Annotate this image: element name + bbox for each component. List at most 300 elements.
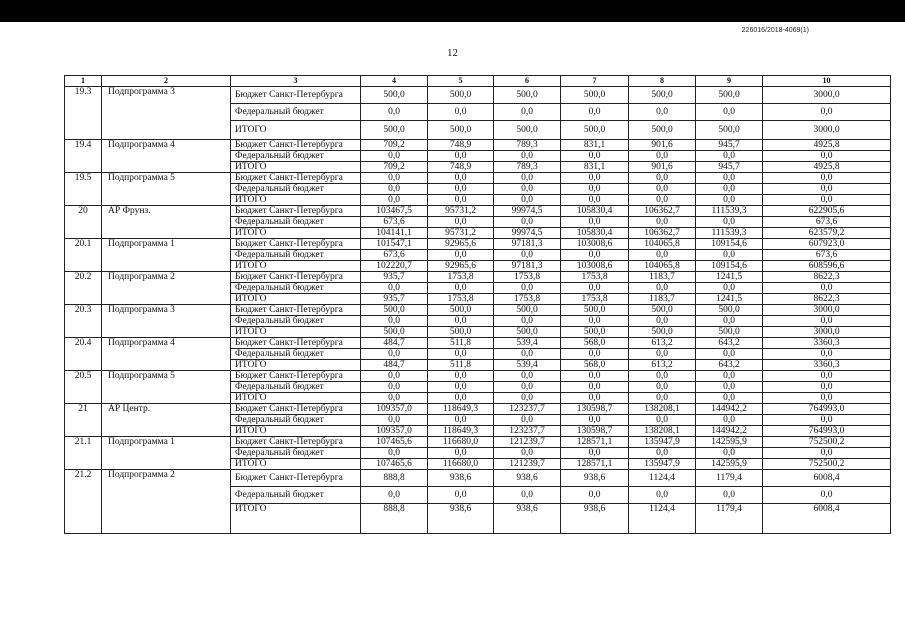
value-cell: 0,0 (428, 217, 494, 228)
value-cell: 0,0 (763, 316, 891, 327)
value-cell: 138208,1 (629, 426, 696, 437)
value-cell: 0,0 (428, 393, 494, 404)
value-cell: 0,0 (361, 371, 428, 382)
value-cell: 0,0 (696, 184, 763, 195)
value-cell: 831,1 (561, 140, 629, 151)
value-cell: 748,9 (428, 140, 494, 151)
value-cell: 1241,5 (696, 272, 763, 283)
row-code: 21.2 (65, 470, 102, 534)
value-cell: 99974,5 (494, 228, 561, 239)
table-row (65, 87, 891, 104)
table-row (65, 305, 891, 316)
value-cell: 0,0 (494, 250, 561, 261)
funding-source: ИТОГО (231, 504, 361, 534)
value-cell: 116680,0 (428, 459, 494, 470)
value-cell: 97181,3 (494, 261, 561, 272)
value-cell: 764993,0 (763, 404, 891, 415)
value-cell: 107465,6 (361, 459, 428, 470)
table-row (65, 206, 891, 217)
value-cell: 511,8 (428, 360, 494, 371)
funding-source: ИТОГО (231, 294, 361, 305)
value-cell: 0,0 (561, 393, 629, 404)
value-cell: 539,4 (494, 360, 561, 371)
value-cell: 0,0 (361, 349, 428, 360)
value-cell: 0,0 (629, 487, 696, 504)
row-name: Подпрограмма 2 (102, 272, 231, 305)
value-cell: 0,0 (494, 487, 561, 504)
value-cell: 0,0 (361, 415, 428, 426)
value-cell: 0,0 (561, 371, 629, 382)
column-header: 9 (696, 76, 763, 87)
row-code: 19.5 (65, 173, 102, 206)
value-cell: 0,0 (494, 448, 561, 459)
funding-source: Федеральный бюджет (231, 349, 361, 360)
value-cell: 0,0 (696, 250, 763, 261)
value-cell: 0,0 (361, 283, 428, 294)
value-cell: 0,0 (696, 283, 763, 294)
value-cell: 0,0 (561, 316, 629, 327)
value-cell: 938,6 (428, 504, 494, 534)
table-row (65, 338, 891, 349)
value-cell: 1753,8 (494, 294, 561, 305)
value-cell: 500,0 (629, 121, 696, 140)
value-cell: 608596,6 (763, 261, 891, 272)
value-cell: 111539,3 (696, 206, 763, 217)
value-cell: 104065,8 (629, 261, 696, 272)
funding-source: ИТОГО (231, 228, 361, 239)
value-cell: 500,0 (361, 121, 428, 140)
value-cell: 0,0 (428, 448, 494, 459)
funding-source: Бюджет Санкт-Петербурга (231, 173, 361, 184)
value-cell: 938,6 (561, 470, 629, 487)
value-cell: 8622,3 (763, 272, 891, 283)
value-cell: 888,8 (361, 504, 428, 534)
value-cell: 106362,7 (629, 206, 696, 217)
value-cell: 123237,7 (494, 426, 561, 437)
value-cell: 484,7 (361, 338, 428, 349)
value-cell: 0,0 (361, 104, 428, 121)
value-cell: 3000,0 (763, 87, 891, 104)
table-row (65, 437, 891, 448)
value-cell: 0,0 (763, 283, 891, 294)
value-cell: 102220,7 (361, 261, 428, 272)
value-cell: 568,0 (561, 338, 629, 349)
value-cell: 0,0 (763, 448, 891, 459)
value-cell: 95731,2 (428, 228, 494, 239)
value-cell: 938,6 (561, 504, 629, 534)
value-cell: 0,0 (494, 217, 561, 228)
value-cell: 0,0 (428, 415, 494, 426)
row-name: Подпрограмма 5 (102, 371, 231, 404)
table-row (65, 239, 891, 250)
funding-source: Бюджет Санкт-Петербурга (231, 206, 361, 217)
value-cell: 0,0 (696, 316, 763, 327)
value-cell: 103008,6 (561, 261, 629, 272)
value-cell: 0,0 (428, 173, 494, 184)
value-cell: 0,0 (428, 250, 494, 261)
value-cell: 901,6 (629, 162, 696, 173)
value-cell: 0,0 (629, 283, 696, 294)
value-cell: 0,0 (494, 415, 561, 426)
value-cell: 500,0 (428, 327, 494, 338)
funding-source: Бюджет Санкт-Петербурга (231, 140, 361, 151)
value-cell: 107465,6 (361, 437, 428, 448)
value-cell: 0,0 (763, 382, 891, 393)
funding-source: ИТОГО (231, 459, 361, 470)
value-cell: 0,0 (696, 448, 763, 459)
value-cell: 613,2 (629, 360, 696, 371)
funding-source: Бюджет Санкт-Петербурга (231, 437, 361, 448)
value-cell: 0,0 (428, 349, 494, 360)
value-cell: 622905,6 (763, 206, 891, 217)
value-cell: 0,0 (494, 104, 561, 121)
value-cell: 0,0 (494, 393, 561, 404)
column-header: 3 (231, 76, 361, 87)
value-cell: 109154,6 (696, 261, 763, 272)
value-cell: 1124,4 (629, 504, 696, 534)
column-header: 4 (361, 76, 428, 87)
value-cell: 500,0 (561, 121, 629, 140)
value-cell: 0,0 (763, 104, 891, 121)
value-cell: 135947,9 (629, 437, 696, 448)
value-cell: 0,0 (696, 217, 763, 228)
value-cell: 938,6 (494, 470, 561, 487)
value-cell: 116680,0 (428, 437, 494, 448)
funding-source: Федеральный бюджет (231, 283, 361, 294)
value-cell: 0,0 (494, 371, 561, 382)
value-cell: 142595,9 (696, 437, 763, 448)
value-cell: 613,2 (629, 338, 696, 349)
value-cell: 500,0 (561, 305, 629, 316)
value-cell: 121239,7 (494, 437, 561, 448)
value-cell: 6008,4 (763, 504, 891, 534)
value-cell: 0,0 (763, 173, 891, 184)
row-code: 20.5 (65, 371, 102, 404)
value-cell: 92965,6 (428, 239, 494, 250)
value-cell: 500,0 (428, 305, 494, 316)
value-cell: 1753,8 (561, 272, 629, 283)
value-cell: 938,6 (494, 504, 561, 534)
value-cell: 0,0 (629, 393, 696, 404)
value-cell: 0,0 (696, 195, 763, 206)
column-header: 10 (763, 76, 891, 87)
value-cell: 1179,4 (696, 470, 763, 487)
column-header: 8 (629, 76, 696, 87)
value-cell: 484,7 (361, 360, 428, 371)
value-cell: 0,0 (361, 184, 428, 195)
funding-source: Федеральный бюджет (231, 316, 361, 327)
value-cell: 0,0 (561, 250, 629, 261)
value-cell: 0,0 (494, 382, 561, 393)
value-cell: 0,0 (561, 487, 629, 504)
value-cell: 0,0 (428, 184, 494, 195)
value-cell: 0,0 (763, 393, 891, 404)
row-name: Подпрограмма 4 (102, 338, 231, 371)
funding-source: Федеральный бюджет (231, 104, 361, 121)
value-cell: 0,0 (696, 151, 763, 162)
value-cell: 0,0 (494, 184, 561, 195)
value-cell: 764993,0 (763, 426, 891, 437)
value-cell: 104141,1 (361, 228, 428, 239)
value-cell: 0,0 (629, 173, 696, 184)
value-cell: 500,0 (494, 87, 561, 104)
value-cell: 0,0 (428, 104, 494, 121)
value-cell: 104065,8 (629, 239, 696, 250)
value-cell: 128571,1 (561, 437, 629, 448)
value-cell: 0,0 (494, 173, 561, 184)
table-row (65, 470, 891, 487)
value-cell: 0,0 (494, 283, 561, 294)
value-cell: 0,0 (428, 487, 494, 504)
value-cell: 500,0 (494, 305, 561, 316)
value-cell: 106362,7 (629, 228, 696, 239)
value-cell: 4925,8 (763, 140, 891, 151)
value-cell: 0,0 (629, 184, 696, 195)
value-cell: 0,0 (696, 173, 763, 184)
value-cell: 1753,8 (428, 294, 494, 305)
value-cell: 0,0 (696, 487, 763, 504)
value-cell: 789,3 (494, 140, 561, 151)
value-cell: 111539,3 (696, 228, 763, 239)
value-cell: 500,0 (561, 87, 629, 104)
table-row (65, 140, 891, 151)
value-cell: 0,0 (428, 283, 494, 294)
value-cell: 511,8 (428, 338, 494, 349)
funding-source: ИТОГО (231, 261, 361, 272)
value-cell: 138208,1 (629, 404, 696, 415)
value-cell: 3000,0 (763, 121, 891, 140)
value-cell: 0,0 (763, 349, 891, 360)
value-cell: 0,0 (696, 382, 763, 393)
funding-source: Федеральный бюджет (231, 487, 361, 504)
page-number: 12 (447, 47, 458, 59)
value-cell: 0,0 (561, 382, 629, 393)
funding-source: Федеральный бюджет (231, 448, 361, 459)
row-code: 20 (65, 206, 102, 239)
value-cell: 0,0 (561, 195, 629, 206)
funding-source: Бюджет Санкт-Петербурга (231, 470, 361, 487)
value-cell: 0,0 (629, 349, 696, 360)
value-cell: 130598,7 (561, 426, 629, 437)
value-cell: 500,0 (696, 327, 763, 338)
funding-source: ИТОГО (231, 121, 361, 140)
value-cell: 0,0 (629, 151, 696, 162)
value-cell: 142595,9 (696, 459, 763, 470)
value-cell: 0,0 (763, 195, 891, 206)
document-code: 226016/2018-4069(1) (741, 27, 809, 34)
funding-source: Федеральный бюджет (231, 217, 361, 228)
value-cell: 1183,7 (629, 272, 696, 283)
value-cell: 3000,0 (763, 327, 891, 338)
value-cell: 0,0 (361, 382, 428, 393)
value-cell: 0,0 (361, 173, 428, 184)
value-cell: 0,0 (561, 184, 629, 195)
value-cell: 0,0 (561, 448, 629, 459)
value-cell: 0,0 (494, 316, 561, 327)
value-cell: 500,0 (696, 305, 763, 316)
value-cell: 673,6 (763, 250, 891, 261)
value-cell: 0,0 (763, 487, 891, 504)
value-cell: 500,0 (361, 327, 428, 338)
row-name: АР Центр. (102, 404, 231, 437)
table-row (65, 173, 891, 184)
value-cell: 121239,7 (494, 459, 561, 470)
value-cell: 0,0 (428, 382, 494, 393)
funding-source: Федеральный бюджет (231, 415, 361, 426)
value-cell: 1183,7 (629, 294, 696, 305)
value-cell: 0,0 (629, 250, 696, 261)
value-cell: 0,0 (494, 349, 561, 360)
table-row (65, 404, 891, 415)
value-cell: 0,0 (696, 415, 763, 426)
value-cell: 1753,8 (561, 294, 629, 305)
row-name: Подпрограмма 5 (102, 173, 231, 206)
row-name: Подпрограмма 4 (102, 140, 231, 173)
row-code: 21 (65, 404, 102, 437)
value-cell: 0,0 (428, 316, 494, 327)
value-cell: 0,0 (561, 349, 629, 360)
value-cell: 95731,2 (428, 206, 494, 217)
value-cell: 103008,6 (561, 239, 629, 250)
value-cell: 945,7 (696, 140, 763, 151)
value-cell: 500,0 (361, 305, 428, 316)
row-name: Подпрограмма 1 (102, 437, 231, 470)
funding-source: Бюджет Санкт-Петербурга (231, 404, 361, 415)
value-cell: 1179,4 (696, 504, 763, 534)
value-cell: 752500,2 (763, 437, 891, 448)
value-cell: 0,0 (361, 487, 428, 504)
row-code: 21.1 (65, 437, 102, 470)
value-cell: 0,0 (696, 393, 763, 404)
value-cell: 643,2 (696, 360, 763, 371)
row-name: Подпрограмма 3 (102, 87, 231, 140)
row-code: 20.4 (65, 338, 102, 371)
value-cell: 1124,4 (629, 470, 696, 487)
value-cell: 945,7 (696, 162, 763, 173)
value-cell: 118649,3 (428, 426, 494, 437)
value-cell: 0,0 (361, 393, 428, 404)
value-cell: 500,0 (494, 121, 561, 140)
value-cell: 3000,0 (763, 305, 891, 316)
row-name: АР Фрунз. (102, 206, 231, 239)
funding-source: Бюджет Санкт-Петербурга (231, 87, 361, 104)
value-cell: 888,8 (361, 470, 428, 487)
value-cell: 935,7 (361, 272, 428, 283)
value-cell: 831,1 (561, 162, 629, 173)
value-cell: 128571,1 (561, 459, 629, 470)
value-cell: 0,0 (361, 195, 428, 206)
value-cell: 539,4 (494, 338, 561, 349)
value-cell: 0,0 (561, 415, 629, 426)
value-cell: 130598,7 (561, 404, 629, 415)
value-cell: 109357,0 (361, 404, 428, 415)
column-header: 1 (65, 76, 102, 87)
value-cell: 105830,4 (561, 206, 629, 217)
funding-source: ИТОГО (231, 195, 361, 206)
value-cell: 935,7 (361, 294, 428, 305)
funding-source: Федеральный бюджет (231, 151, 361, 162)
value-cell: 643,2 (696, 338, 763, 349)
column-header: 6 (494, 76, 561, 87)
value-cell: 0,0 (428, 151, 494, 162)
value-cell: 0,0 (428, 371, 494, 382)
value-cell: 144942,2 (696, 404, 763, 415)
value-cell: 673,6 (361, 217, 428, 228)
value-cell: 97181,3 (494, 239, 561, 250)
value-cell: 673,6 (763, 217, 891, 228)
value-cell: 8622,3 (763, 294, 891, 305)
value-cell: 0,0 (629, 382, 696, 393)
funding-source: Федеральный бюджет (231, 250, 361, 261)
row-code: 20.1 (65, 239, 102, 272)
value-cell: 0,0 (763, 371, 891, 382)
value-cell: 6008,4 (763, 470, 891, 487)
value-cell: 500,0 (629, 87, 696, 104)
value-cell: 0,0 (629, 104, 696, 121)
value-cell: 500,0 (629, 327, 696, 338)
value-cell: 901,6 (629, 140, 696, 151)
funding-source: Бюджет Санкт-Петербурга (231, 371, 361, 382)
value-cell: 0,0 (696, 104, 763, 121)
value-cell: 144942,2 (696, 426, 763, 437)
value-cell: 0,0 (494, 195, 561, 206)
value-cell: 118649,3 (428, 404, 494, 415)
value-cell: 0,0 (629, 415, 696, 426)
value-cell: 500,0 (428, 121, 494, 140)
funding-source: Бюджет Санкт-Петербурга (231, 239, 361, 250)
value-cell: 752500,2 (763, 459, 891, 470)
budget-table-container (64, 75, 891, 534)
row-name: Подпрограмма 2 (102, 470, 231, 534)
value-cell: 0,0 (361, 151, 428, 162)
value-cell: 0,0 (361, 316, 428, 327)
value-cell: 0,0 (561, 173, 629, 184)
funding-source: Бюджет Санкт-Петербурга (231, 338, 361, 349)
value-cell: 500,0 (696, 87, 763, 104)
funding-source: Бюджет Санкт-Петербурга (231, 272, 361, 283)
column-header: 5 (428, 76, 494, 87)
value-cell: 135947,9 (629, 459, 696, 470)
value-cell: 0,0 (696, 349, 763, 360)
value-cell: 568,0 (561, 360, 629, 371)
value-cell: 500,0 (561, 327, 629, 338)
value-cell: 748,9 (428, 162, 494, 173)
value-cell: 500,0 (629, 305, 696, 316)
funding-source: ИТОГО (231, 162, 361, 173)
value-cell: 0,0 (763, 184, 891, 195)
value-cell: 3360,3 (763, 360, 891, 371)
value-cell: 101547,1 (361, 239, 428, 250)
funding-source: Федеральный бюджет (231, 184, 361, 195)
value-cell: 938,6 (428, 470, 494, 487)
value-cell: 1241,5 (696, 294, 763, 305)
value-cell: 0,0 (561, 104, 629, 121)
value-cell: 1753,8 (494, 272, 561, 283)
row-code: 20.3 (65, 305, 102, 338)
value-cell: 0,0 (494, 151, 561, 162)
column-number-row (65, 76, 891, 87)
value-cell: 0,0 (561, 283, 629, 294)
value-cell: 3360,3 (763, 338, 891, 349)
row-name: Подпрограмма 1 (102, 239, 231, 272)
value-cell: 0,0 (629, 371, 696, 382)
value-cell: 789,3 (494, 162, 561, 173)
funding-source: ИТОГО (231, 360, 361, 371)
table-body (65, 87, 891, 534)
value-cell: 1753,8 (428, 272, 494, 283)
funding-source: ИТОГО (231, 426, 361, 437)
value-cell: 99974,5 (494, 206, 561, 217)
